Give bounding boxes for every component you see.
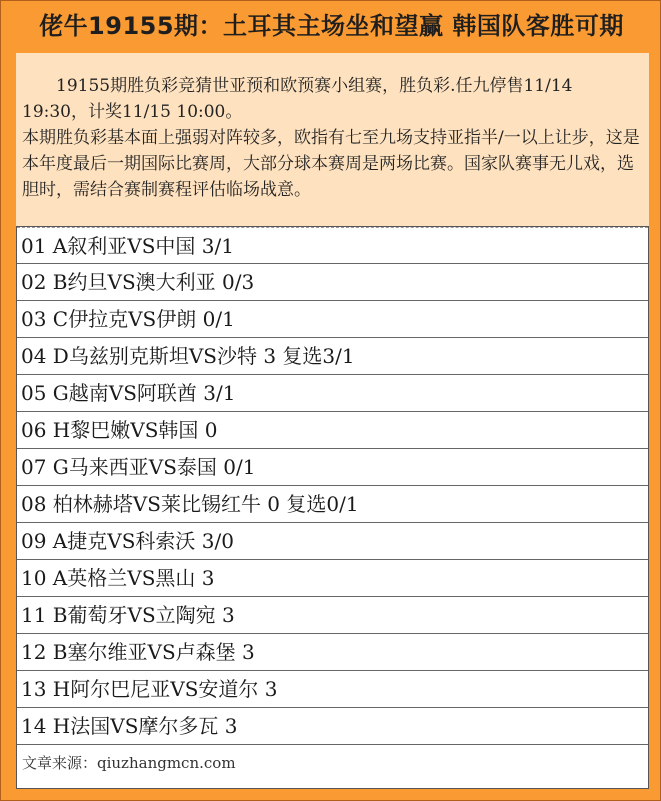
match-row: 10 A英格兰VS黑山 3 [17, 560, 648, 597]
intro-paragraph-1: 19155期胜负彩竞猜世亚预和欧预赛小组赛，胜负彩.任九停售11/14 19:30，计奖11/15 10:00。 [22, 76, 573, 122]
match-row: 01 A叙利亚VS中国 3/1 [17, 227, 648, 264]
match-row: 05 G越南VS阿联酋 3/1 [17, 375, 648, 412]
article-title: 佬牛19155期：土耳其主场坐和望赢 韩国队客胜可期 [39, 12, 624, 40]
match-row: 09 A捷克VS科索沃 3/0 [17, 523, 648, 560]
match-row: 03 C伊拉克VS伊朗 0/1 [17, 301, 648, 338]
match-row: 02 B约旦VS澳大利亚 0/3 [17, 264, 648, 301]
match-row: 13 H阿尔巴尼亚VS安道尔 3 [17, 671, 648, 708]
match-row: 06 H黎巴嫩VS韩国 0 [17, 412, 648, 449]
match-row: 12 B塞尔维亚VS卢森堡 3 [17, 634, 648, 671]
intro-box [16, 53, 649, 226]
match-row: 04 D乌兹别克斯坦VS沙特 3 复选3/1 [17, 338, 648, 375]
article-source: 文章来源：qiuzhangmcn.com [22, 754, 236, 772]
intro-paragraph-2: 本期胜负彩基本面上强弱对阵较多，欧指有七至九场支持亚指半/一以上让步，这是本年度最后一期国际比赛周，大部分球本赛周是两场比赛。国家队赛事无儿戏，选胆时，需结合赛制赛程评估临场战意。 [22, 128, 640, 200]
match-row: 14 H法国VS摩尔多瓦 3 [17, 708, 648, 745]
match-row: 07 G马来西亚VS泰国 0/1 [17, 449, 648, 486]
match-list [16, 226, 649, 789]
match-row: 08 柏林赫塔VS莱比锡红牛 0 复选0/1 [17, 486, 648, 523]
match-row: 11 B葡萄牙VS立陶宛 3 [17, 597, 648, 634]
